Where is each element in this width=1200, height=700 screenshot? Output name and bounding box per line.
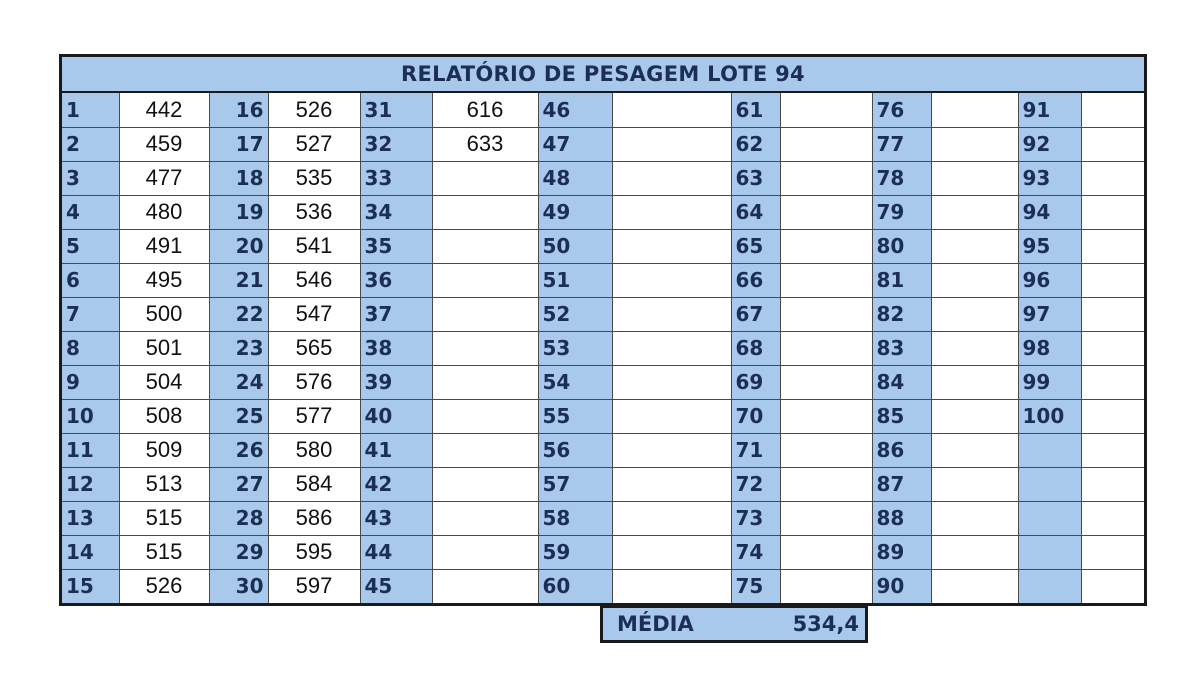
item-number-cell: 58: [538, 501, 612, 535]
weight-value-cell: [931, 331, 1018, 365]
item-number-cell: 4: [62, 195, 119, 229]
weight-value-cell: 584: [268, 467, 360, 501]
weight-value-cell: [931, 399, 1018, 433]
weight-value-cell: 515: [119, 501, 209, 535]
item-number-cell: 99: [1018, 365, 1081, 399]
weight-value-cell: [612, 467, 731, 501]
item-number-cell: 76: [872, 93, 931, 127]
weight-value-cell: 515: [119, 535, 209, 569]
weight-value-cell: [1081, 229, 1144, 263]
weight-value-cell: 504: [119, 365, 209, 399]
weight-value-cell: [931, 297, 1018, 331]
weight-value-cell: [931, 467, 1018, 501]
weight-value-cell: [1081, 501, 1144, 535]
item-number-cell: 63: [731, 161, 780, 195]
weight-value-cell: 495: [119, 263, 209, 297]
item-number-cell: 84: [872, 365, 931, 399]
item-number-cell: 12: [62, 467, 119, 501]
item-number-cell: 82: [872, 297, 931, 331]
weight-value-cell: 459: [119, 127, 209, 161]
item-number-cell: 64: [731, 195, 780, 229]
weight-value-cell: [780, 365, 872, 399]
weight-value-cell: [780, 569, 872, 603]
weight-value-cell: [1081, 263, 1144, 297]
item-number-cell: 34: [360, 195, 432, 229]
item-number-cell: 5: [62, 229, 119, 263]
item-number-cell: 72: [731, 467, 780, 501]
item-number-cell: 48: [538, 161, 612, 195]
weight-value-cell: [780, 127, 872, 161]
weight-value-cell: [780, 297, 872, 331]
item-number-cell: 57: [538, 467, 612, 501]
item-number-cell: 86: [872, 433, 931, 467]
table-row: [62, 263, 1144, 297]
table-row: [62, 93, 1144, 127]
item-number-cell: 47: [538, 127, 612, 161]
weight-value-cell: 477: [119, 161, 209, 195]
empty-number-cell: [1018, 535, 1081, 569]
item-number-cell: 39: [360, 365, 432, 399]
item-number-cell: 40: [360, 399, 432, 433]
report-title: RELATÓRIO DE PESAGEM LOTE 94: [62, 57, 1144, 93]
table-row: [62, 399, 1144, 433]
weight-value-cell: [1081, 161, 1144, 195]
item-number-cell: 70: [731, 399, 780, 433]
item-number-cell: 53: [538, 331, 612, 365]
item-number-cell: 67: [731, 297, 780, 331]
weight-value-cell: 633: [432, 127, 538, 161]
item-number-cell: 26: [209, 433, 268, 467]
weight-value-cell: [931, 501, 1018, 535]
item-number-cell: 41: [360, 433, 432, 467]
weight-value-cell: [612, 127, 731, 161]
weight-value-cell: [780, 229, 872, 263]
item-number-cell: 73: [731, 501, 780, 535]
item-number-cell: 23: [209, 331, 268, 365]
weight-value-cell: [931, 195, 1018, 229]
weight-value-cell: 616: [432, 93, 538, 127]
weight-value-cell: [931, 93, 1018, 127]
item-number-cell: 42: [360, 467, 432, 501]
item-number-cell: 81: [872, 263, 931, 297]
item-number-cell: 54: [538, 365, 612, 399]
item-number-cell: 16: [209, 93, 268, 127]
weight-value-cell: 535: [268, 161, 360, 195]
item-number-cell: 56: [538, 433, 612, 467]
weight-value-cell: [1081, 195, 1144, 229]
weight-value-cell: 536: [268, 195, 360, 229]
item-number-cell: 37: [360, 297, 432, 331]
weight-value-cell: [612, 501, 731, 535]
item-number-cell: 28: [209, 501, 268, 535]
weight-value-cell: [931, 161, 1018, 195]
item-number-cell: 44: [360, 535, 432, 569]
item-number-cell: 59: [538, 535, 612, 569]
item-number-cell: 35: [360, 229, 432, 263]
weights-grid: [62, 93, 1144, 603]
item-number-cell: 38: [360, 331, 432, 365]
weight-value-cell: 565: [268, 331, 360, 365]
item-number-cell: 61: [731, 93, 780, 127]
weight-value-cell: [612, 297, 731, 331]
item-number-cell: 10: [62, 399, 119, 433]
item-number-cell: 30: [209, 569, 268, 603]
item-number-cell: 1: [62, 93, 119, 127]
weight-value-cell: [432, 501, 538, 535]
item-number-cell: 19: [209, 195, 268, 229]
item-number-cell: 15: [62, 569, 119, 603]
weight-value-cell: [432, 365, 538, 399]
table-row: [62, 467, 1144, 501]
weight-value-cell: [1081, 297, 1144, 331]
weight-value-cell: 491: [119, 229, 209, 263]
item-number-cell: 7: [62, 297, 119, 331]
table-row: [62, 569, 1144, 603]
table-row: [62, 161, 1144, 195]
weight-value-cell: [432, 229, 538, 263]
weight-value-cell: [612, 331, 731, 365]
weight-value-cell: [432, 569, 538, 603]
weight-value-cell: [432, 331, 538, 365]
item-number-cell: 78: [872, 161, 931, 195]
item-number-cell: 27: [209, 467, 268, 501]
weight-value-cell: [1081, 127, 1144, 161]
item-number-cell: 60: [538, 569, 612, 603]
item-number-cell: 24: [209, 365, 268, 399]
weight-value-cell: [432, 263, 538, 297]
item-number-cell: 92: [1018, 127, 1081, 161]
item-number-cell: 94: [1018, 195, 1081, 229]
item-number-cell: 95: [1018, 229, 1081, 263]
weight-value-cell: [780, 93, 872, 127]
weight-value-cell: [612, 365, 731, 399]
item-number-cell: 13: [62, 501, 119, 535]
item-number-cell: 50: [538, 229, 612, 263]
weight-value-cell: [780, 263, 872, 297]
item-number-cell: 29: [209, 535, 268, 569]
average-value: 534,4: [792, 612, 859, 636]
table-row: [62, 501, 1144, 535]
item-number-cell: 66: [731, 263, 780, 297]
weight-value-cell: [1081, 93, 1144, 127]
weight-value-cell: [612, 535, 731, 569]
table-row: [62, 535, 1144, 569]
item-number-cell: 69: [731, 365, 780, 399]
weight-value-cell: 442: [119, 93, 209, 127]
weight-value-cell: [612, 569, 731, 603]
table-row: [62, 433, 1144, 467]
item-number-cell: 83: [872, 331, 931, 365]
weight-value-cell: 526: [119, 569, 209, 603]
item-number-cell: 45: [360, 569, 432, 603]
weight-value-cell: [432, 297, 538, 331]
item-number-cell: 3: [62, 161, 119, 195]
weight-value-cell: [1081, 433, 1144, 467]
item-number-cell: 17: [209, 127, 268, 161]
weight-value-cell: [780, 399, 872, 433]
item-number-cell: 18: [209, 161, 268, 195]
item-number-cell: 68: [731, 331, 780, 365]
weight-value-cell: [1081, 569, 1144, 603]
weight-value-cell: [931, 569, 1018, 603]
weight-value-cell: [432, 535, 538, 569]
item-number-cell: 8: [62, 331, 119, 365]
weight-value-cell: [612, 229, 731, 263]
weight-value-cell: [1081, 467, 1144, 501]
item-number-cell: 100: [1018, 399, 1081, 433]
weight-value-cell: [780, 501, 872, 535]
weight-value-cell: [780, 331, 872, 365]
weight-value-cell: 508: [119, 399, 209, 433]
weight-value-cell: 576: [268, 365, 360, 399]
weight-value-cell: 597: [268, 569, 360, 603]
item-number-cell: 22: [209, 297, 268, 331]
average-label: MÉDIA: [617, 612, 694, 636]
item-number-cell: 71: [731, 433, 780, 467]
item-number-cell: 2: [62, 127, 119, 161]
weight-value-cell: [612, 93, 731, 127]
weight-value-cell: 580: [268, 433, 360, 467]
item-number-cell: 11: [62, 433, 119, 467]
item-number-cell: 77: [872, 127, 931, 161]
item-number-cell: 97: [1018, 297, 1081, 331]
empty-number-cell: [1018, 467, 1081, 501]
weight-value-cell: [1081, 331, 1144, 365]
weight-value-cell: [432, 195, 538, 229]
item-number-cell: 36: [360, 263, 432, 297]
item-number-cell: 51: [538, 263, 612, 297]
table-row: [62, 127, 1144, 161]
item-number-cell: 62: [731, 127, 780, 161]
weight-value-cell: [1081, 535, 1144, 569]
weight-value-cell: [612, 263, 731, 297]
weight-value-cell: [931, 365, 1018, 399]
item-number-cell: 31: [360, 93, 432, 127]
weight-value-cell: [612, 433, 731, 467]
weight-value-cell: 509: [119, 433, 209, 467]
item-number-cell: 91: [1018, 93, 1081, 127]
empty-number-cell: [1018, 501, 1081, 535]
weight-value-cell: [931, 229, 1018, 263]
weight-value-cell: [1081, 399, 1144, 433]
weight-value-cell: 586: [268, 501, 360, 535]
weight-value-cell: [931, 433, 1018, 467]
weight-value-cell: [931, 535, 1018, 569]
weight-value-cell: [432, 467, 538, 501]
weight-value-cell: 546: [268, 263, 360, 297]
empty-number-cell: [1018, 569, 1081, 603]
item-number-cell: 9: [62, 365, 119, 399]
item-number-cell: 90: [872, 569, 931, 603]
weight-value-cell: [432, 161, 538, 195]
item-number-cell: 20: [209, 229, 268, 263]
weight-value-cell: [612, 161, 731, 195]
weight-value-cell: 541: [268, 229, 360, 263]
item-number-cell: 33: [360, 161, 432, 195]
item-number-cell: 74: [731, 535, 780, 569]
item-number-cell: 93: [1018, 161, 1081, 195]
item-number-cell: 52: [538, 297, 612, 331]
table-row: [62, 195, 1144, 229]
weight-value-cell: 500: [119, 297, 209, 331]
item-number-cell: 88: [872, 501, 931, 535]
table-row: [62, 229, 1144, 263]
item-number-cell: 25: [209, 399, 268, 433]
item-number-cell: 79: [872, 195, 931, 229]
table-row: [62, 331, 1144, 365]
weight-value-cell: 513: [119, 467, 209, 501]
item-number-cell: 14: [62, 535, 119, 569]
weight-value-cell: 595: [268, 535, 360, 569]
item-number-cell: 43: [360, 501, 432, 535]
item-number-cell: 6: [62, 263, 119, 297]
weight-value-cell: [1081, 365, 1144, 399]
item-number-cell: 89: [872, 535, 931, 569]
average-box: [600, 605, 868, 643]
item-number-cell: 85: [872, 399, 931, 433]
weight-value-cell: [780, 467, 872, 501]
weight-value-cell: [931, 127, 1018, 161]
weight-value-cell: 480: [119, 195, 209, 229]
item-number-cell: 96: [1018, 263, 1081, 297]
table-row: [62, 365, 1144, 399]
weighing-report-table: [59, 54, 1147, 606]
item-number-cell: 87: [872, 467, 931, 501]
weight-value-cell: 527: [268, 127, 360, 161]
item-number-cell: 98: [1018, 331, 1081, 365]
weight-value-cell: [612, 195, 731, 229]
item-number-cell: 32: [360, 127, 432, 161]
empty-number-cell: [1018, 433, 1081, 467]
item-number-cell: 75: [731, 569, 780, 603]
item-number-cell: 65: [731, 229, 780, 263]
weight-value-cell: [931, 263, 1018, 297]
weight-value-cell: [780, 195, 872, 229]
weight-value-cell: [780, 535, 872, 569]
weight-value-cell: 547: [268, 297, 360, 331]
weight-value-cell: 526: [268, 93, 360, 127]
item-number-cell: 21: [209, 263, 268, 297]
item-number-cell: 46: [538, 93, 612, 127]
weight-value-cell: [780, 433, 872, 467]
weight-value-cell: 501: [119, 331, 209, 365]
item-number-cell: 49: [538, 195, 612, 229]
weight-value-cell: [432, 399, 538, 433]
item-number-cell: 80: [872, 229, 931, 263]
weight-value-cell: 577: [268, 399, 360, 433]
weight-value-cell: [612, 399, 731, 433]
weight-value-cell: [432, 433, 538, 467]
table-row: [62, 297, 1144, 331]
item-number-cell: 55: [538, 399, 612, 433]
weight-value-cell: [780, 161, 872, 195]
